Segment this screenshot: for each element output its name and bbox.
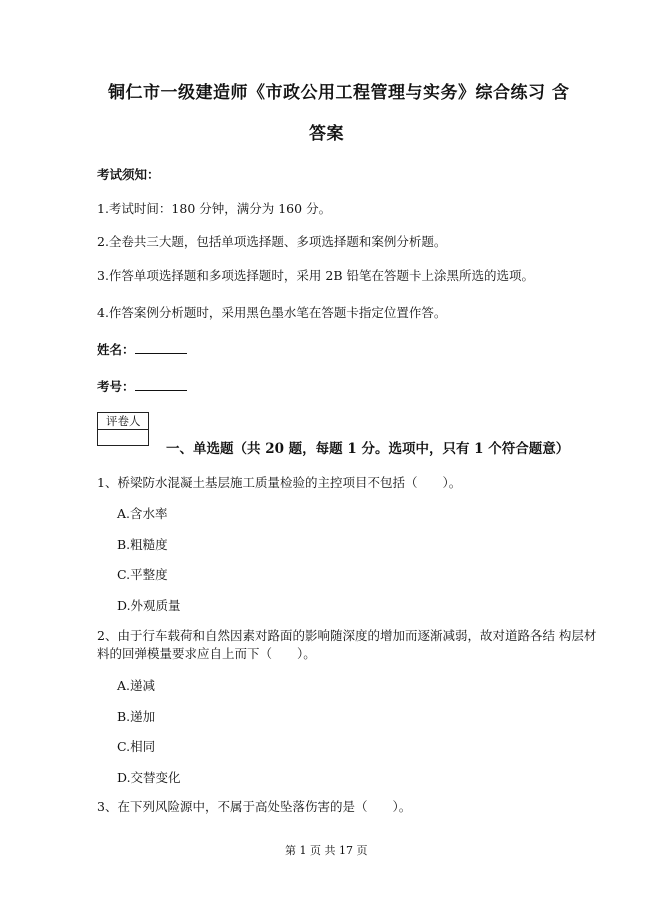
question-option: A.递减 (117, 678, 156, 693)
section-heading: 一、单选题（共 20 题，每题 1 分。选项中，只有 1 个符合题意） (166, 441, 570, 457)
name-label: 姓名： (97, 342, 135, 357)
id-label: 考号： (97, 379, 135, 394)
notice-item: 2.全卷共三大题，包括单项选择题、多项选择题和案例分析题。 (97, 234, 447, 249)
id-field (97, 377, 187, 395)
question-text-continued: 料的回弹模量要求应自上而下（ ）。 (97, 646, 316, 661)
question-option: C.平整度 (117, 567, 168, 582)
notice-item: 3.作答单项选择题和多项选择题时，采用 2B 铅笔在答题卡上涂黑所选的选项。 (97, 268, 535, 283)
question-option: B.递加 (117, 709, 156, 724)
name-field (97, 340, 187, 358)
grader-box (97, 412, 149, 446)
question-option: B.粗糙度 (117, 537, 168, 552)
question-option: D.交替变化 (117, 770, 181, 785)
grader-label: 评卷人 (98, 413, 148, 430)
document-title-line2: 答案 (309, 124, 344, 144)
question-option: D.外观质量 (117, 598, 181, 613)
question-text: 1、桥梁防水混凝土基层施工质量检验的主控项目不包括（ ）。 (97, 475, 462, 490)
name-blank (135, 341, 187, 354)
notice-heading: 考试须知： (97, 167, 160, 182)
question-text: 3、在下列风险源中，不属于高处坠落伤害的是（ ）。 (97, 799, 412, 814)
document-title-line1: 铜仁市一级建造师《市政公用工程管理与实务》综合练习 含 (108, 83, 570, 103)
notice-item: 1.考试时间：180 分钟，满分为 160 分。 (97, 201, 332, 216)
question-option: A.含水率 (117, 506, 168, 521)
id-blank (135, 378, 187, 391)
question-text: 2、由于行车载荷和自然因素对路面的影响随深度的增加而逐渐减弱，故对道路各结 构层材 (97, 628, 597, 643)
page-number: 第 1 页 共 17 页 (285, 844, 368, 857)
notice-item: 4.作答案例分析题时，采用黑色墨水笔在答题卡指定位置作答。 (97, 305, 447, 320)
question-option: C.相同 (117, 739, 156, 754)
